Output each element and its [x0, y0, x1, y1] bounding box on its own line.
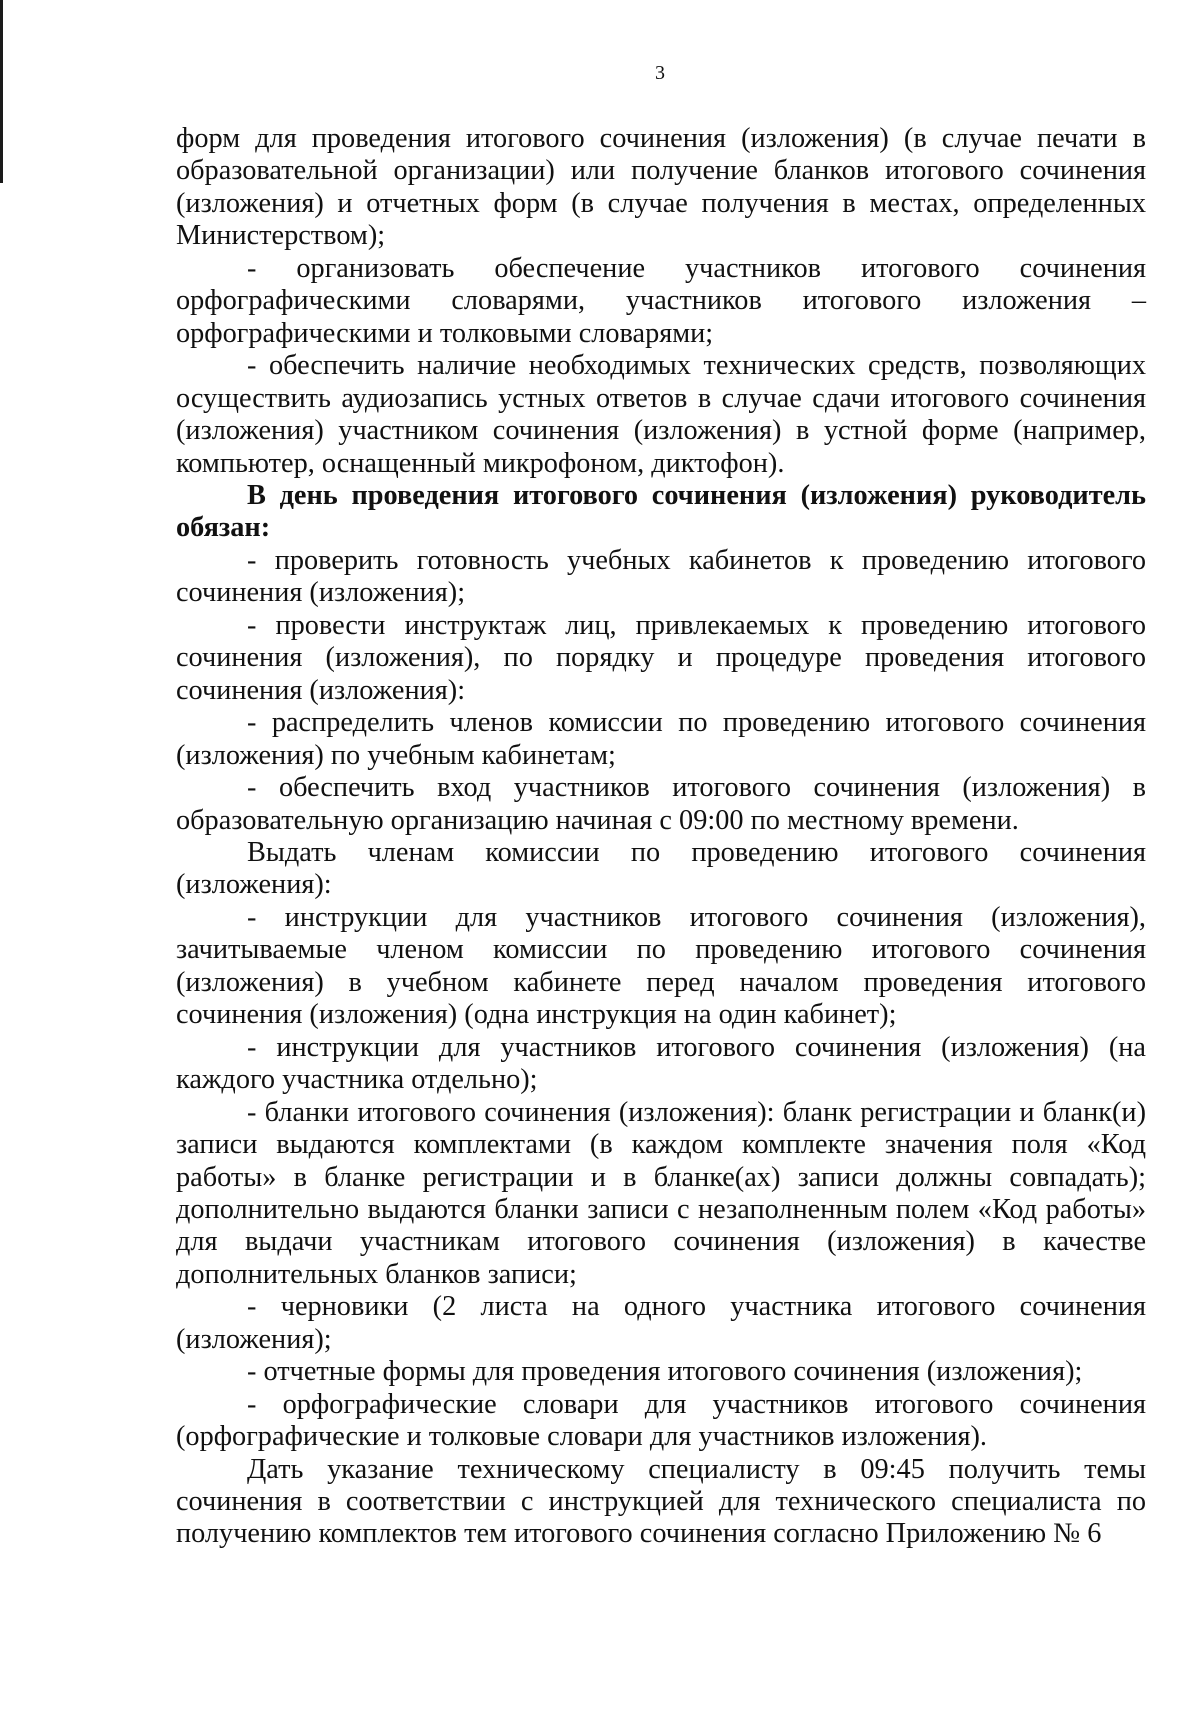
paragraph: - проверить готовность учебных кабинетов к проведению итогового сочинения (изложения); [176, 544, 1146, 609]
paragraph: - бланки итогового сочинения (изложения): бланк регистрации и бланк(и) записи выдаются комплектами (в каждом комплекте значения поля «Код работы» в бланке регистрации и в бланке(ах) записи должны совпадать); дополнительно выдаются бланки записи с незаполненным полем «Код работы» для выдачи участникам итогового сочинения (изложения) в качестве дополнительных бланков записи; [176, 1096, 1146, 1290]
paragraph: - обеспечить наличие необходимых технических средств, позволяющих осуществить аудиозапись устных ответов в случае сдачи итогового сочинения (изложения) участником сочинения (изложения) в устной форме (например, компьютер, оснащенный микрофоном, диктофон). [176, 350, 1146, 479]
paragraph: Дать указание техническому специалисту в 09:45 получить темы сочинения в соответствии с инструкцией для технического специалиста по получению комплектов тем итогового сочинения согласно Приложению № 6 [176, 1453, 1146, 1550]
document-body [176, 123, 1146, 1551]
paragraph: - распределить членов комиссии по проведению итогового сочинения (изложения) по учебным кабинетам; [176, 707, 1146, 771]
paragraph: - отчетные формы для проведения итогового сочинения (изложения); [247, 1356, 1083, 1388]
paragraph: - провести инструктаж лиц, привлекаемых к проведению итогового сочинения (изложения), по порядку и процедуре проведения итогового сочинения (изложения): [176, 609, 1146, 706]
section-heading: В день проведения итогового сочинения (изложения) руководитель обязан: [176, 479, 1146, 544]
page-number: 3 [655, 62, 665, 84]
paragraph: - инструкции для участников итогового сочинения (изложения), зачитываемые членом комиссии по проведению итогового сочинения (изложения) в учебном кабинете перед началом проведения итогового сочинения (изложения) (одна инструкция на один кабинет); [176, 901, 1146, 1031]
paragraph: - организовать обеспечение участников итогового сочинения орфографическими словарями, участников итогового изложения – орфографическими и толковыми словарями; [176, 252, 1146, 349]
paragraph: - орфографические словари для участников итогового сочинения (орфографические и толковые словари для участников изложения). [176, 1388, 1146, 1453]
scan-edge-mark [0, 0, 3, 183]
paragraph: - черновики (2 листа на одного участника итогового сочинения (изложения); [176, 1291, 1146, 1355]
paragraph: - инструкции для участников итогового сочинения (изложения) (на каждого участника отдельно); [176, 1031, 1146, 1096]
paragraph: Выдать членам комиссии по проведению итогового сочинения (изложения): [176, 836, 1146, 901]
paragraph: форм для проведения итогового сочинения (изложения) (в случае печати в образовательной организации) или получение бланков итогового сочинения (изложения) и отчетных форм (в случае получения в местах, определенных Министерством); [176, 123, 1146, 252]
paragraph: - обеспечить вход участников итогового сочинения (изложения) в образовательную организацию начиная с 09:00 по местному времени. [176, 772, 1146, 836]
